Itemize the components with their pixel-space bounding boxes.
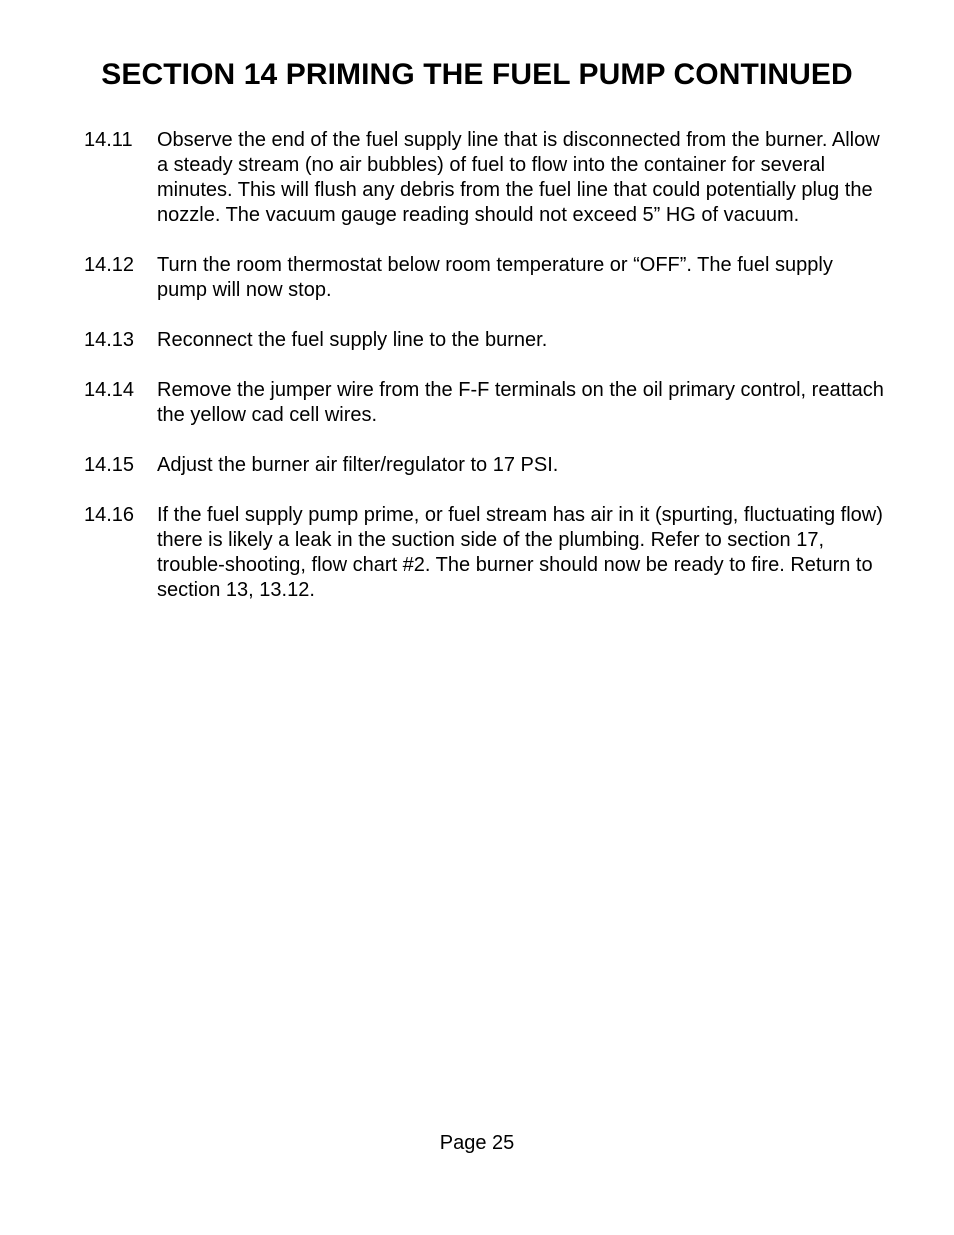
step-number: 14.13 bbox=[84, 329, 135, 351]
step-number: 14.15 bbox=[84, 454, 135, 476]
step-text: Observe the end of the fuel supply line that is disconnected from the burner. Allow a steady stream (no air bubbles) of fuel to flow into the container for several minutes. This will flush any debris from the fuel line that could potentially plug the nozzle. The vacuum gauge reading should not exceed 5” HG of vacuum. bbox=[157, 129, 880, 226]
step-text: Turn the room thermostat below room temperature or “OFF”. The fuel supply pump will now stop. bbox=[157, 254, 833, 301]
step-item bbox=[84, 378, 884, 428]
step-number: 14.11 bbox=[84, 129, 133, 151]
step-text: Reconnect the fuel supply line to the burner. bbox=[157, 329, 548, 351]
page-title: SECTION 14 PRIMING THE FUEL PUMP CONTINUED bbox=[101, 58, 853, 91]
step-item bbox=[84, 328, 884, 353]
step-number: 14.16 bbox=[84, 504, 135, 526]
step-list bbox=[84, 128, 884, 628]
step-text: Adjust the burner air filter/regulator to 17 PSI. bbox=[157, 454, 559, 476]
step-text: If the fuel supply pump prime, or fuel stream has air in it (spurting, fluctuating flow) there is likely a leak in the suction side of the plumbing. Refer to section 17, trouble-shooting, flow chart #2. The burner should now be ready to fire. Return to section 13, 13.12. bbox=[157, 504, 883, 601]
step-text: Remove the jumper wire from the F-F terminals on the oil primary control, reattach the yellow cad cell wires. bbox=[157, 379, 884, 426]
step-number: 14.14 bbox=[84, 379, 135, 401]
step-number: 14.12 bbox=[84, 254, 135, 276]
page-number: Page 25 bbox=[439, 1132, 515, 1154]
step-item bbox=[84, 453, 884, 478]
step-item bbox=[84, 503, 884, 603]
step-item bbox=[84, 253, 884, 303]
step-item bbox=[84, 128, 884, 228]
